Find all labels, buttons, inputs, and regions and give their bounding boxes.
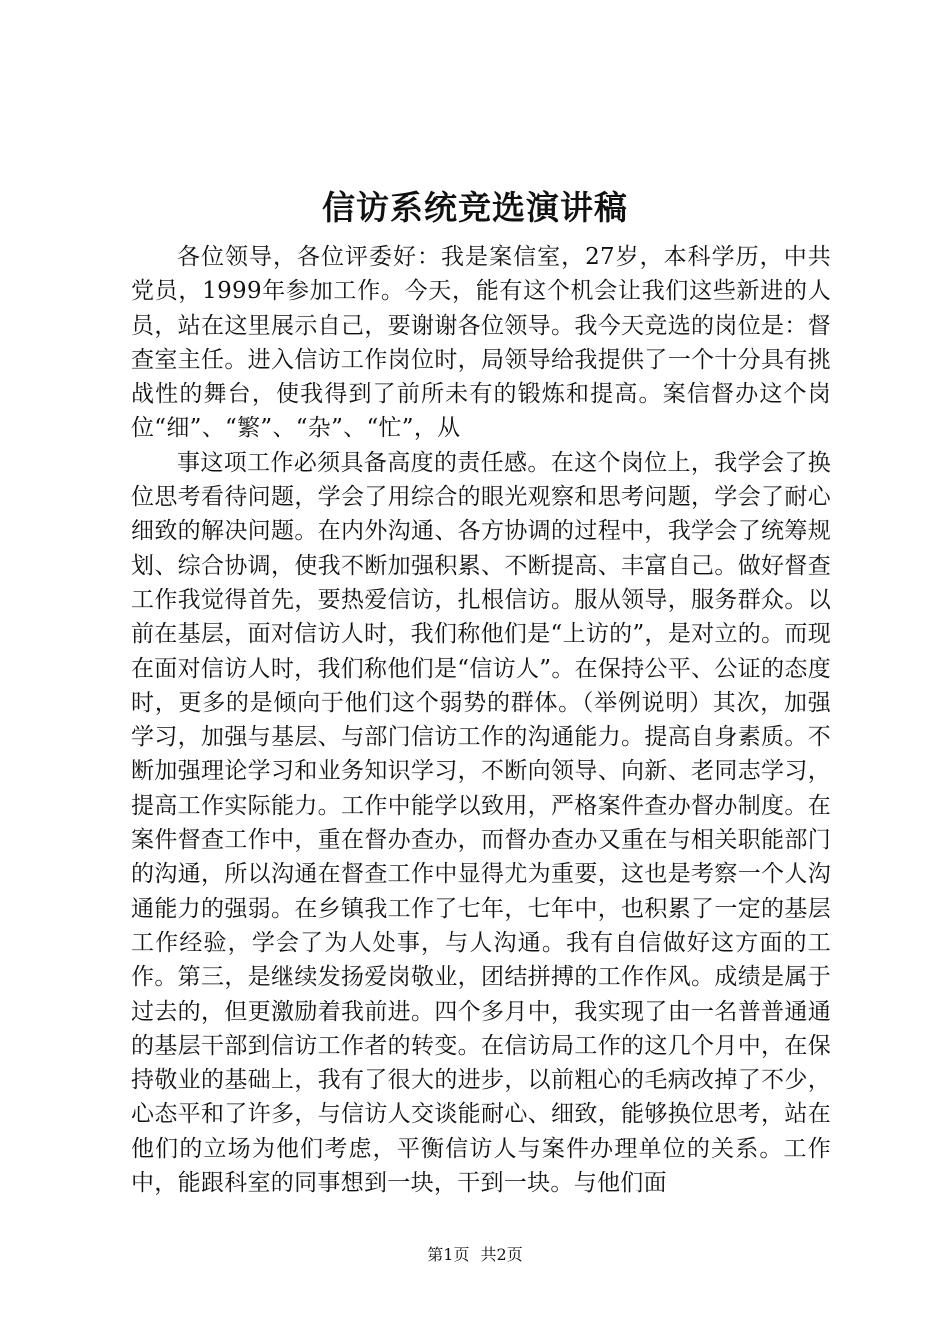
- page-number-current: 第1页: [427, 1245, 470, 1264]
- document-body: [131, 240, 831, 1200]
- page-footer: [0, 1244, 950, 1266]
- document-title: 信访系统竞选演讲稿: [322, 188, 628, 227]
- paragraph-1: 各位领导，各位评委好：我是案信室，27岁，本科学历，中共党员，1999年参加工作。今天，能有这个机会让我们这些新进的人员，站在这里展示自己，要谢谢各位领导。我今天竞选的岗位是：督查室主任。进入信访工作岗位时，局领导给我提供了一个十分具有挑战性的舞台，使我得到了前所未有的锻炼和提高。案信督办这个岗位“细”、“繁”、“杂”、“忙”，从: [131, 244, 831, 442]
- paragraph-2: 事这项工作必须具备高度的责任感。在这个岗位上，我学会了换位思考看待问题，学会了用综合的眼光观察和思考问题，学会了耐心细致的解决问题。在内外沟通、各方协调的过程中，我学会了统筹规划、综合协调，使我不断加强积累、不断提高、丰富自己。做好督查工作我觉得首先，要热爱信访，扎根信访。服从领导，服务群众。以前在基层，面对信访人时，我们称他们是“上访的”，是对立的。而现在面对信访人时，我们称他们是“信访人”。在保持公平、公证的态度时，更多的是倾向于他们这个弱势的群体。（举例说明）其次，加强学习，加强与基层、与部门信访工作的沟通能力。提高自身素质。不断加强理论学习和业务知识学习，不断向领导、向新、老同志学习，提高工作实际能力。工作中能学以致用，严格案件查办督办制度。在案件督查工作中，重在督办查办，而督办查办又重在与相关职能部门的沟通，所以沟通在督查工作中显得尤为重要，这也是考察一个人沟通能力的强弱。在乡镇我工作了七年，七年中，也积累了一定的基层工作经验，学会了为人处事，与人沟通。我有自信做好这方面的工作。第三，是继续发扬爱岗敬业，团结拼搏的工作作风。成绩是属于过去的，但更激励着我前进。四个多月中，我实现了由一名普普通通的基层干部到信访工作者的转变。在信访局工作的这几个月中，在保持敬业的基础上，我有了很大的进步，以前粗心的毛病改掉了不少，心态平和了许多，与信访人交谈能耐心、细致，能够换位思考，站在他们的立场为他们考虑，平衡信访人与案件办理单位的关系。工作中，能跟科室的同事想到一块，干到一块。与他们面: [131, 449, 831, 1197]
- page-number-total: 共2页: [480, 1245, 523, 1264]
